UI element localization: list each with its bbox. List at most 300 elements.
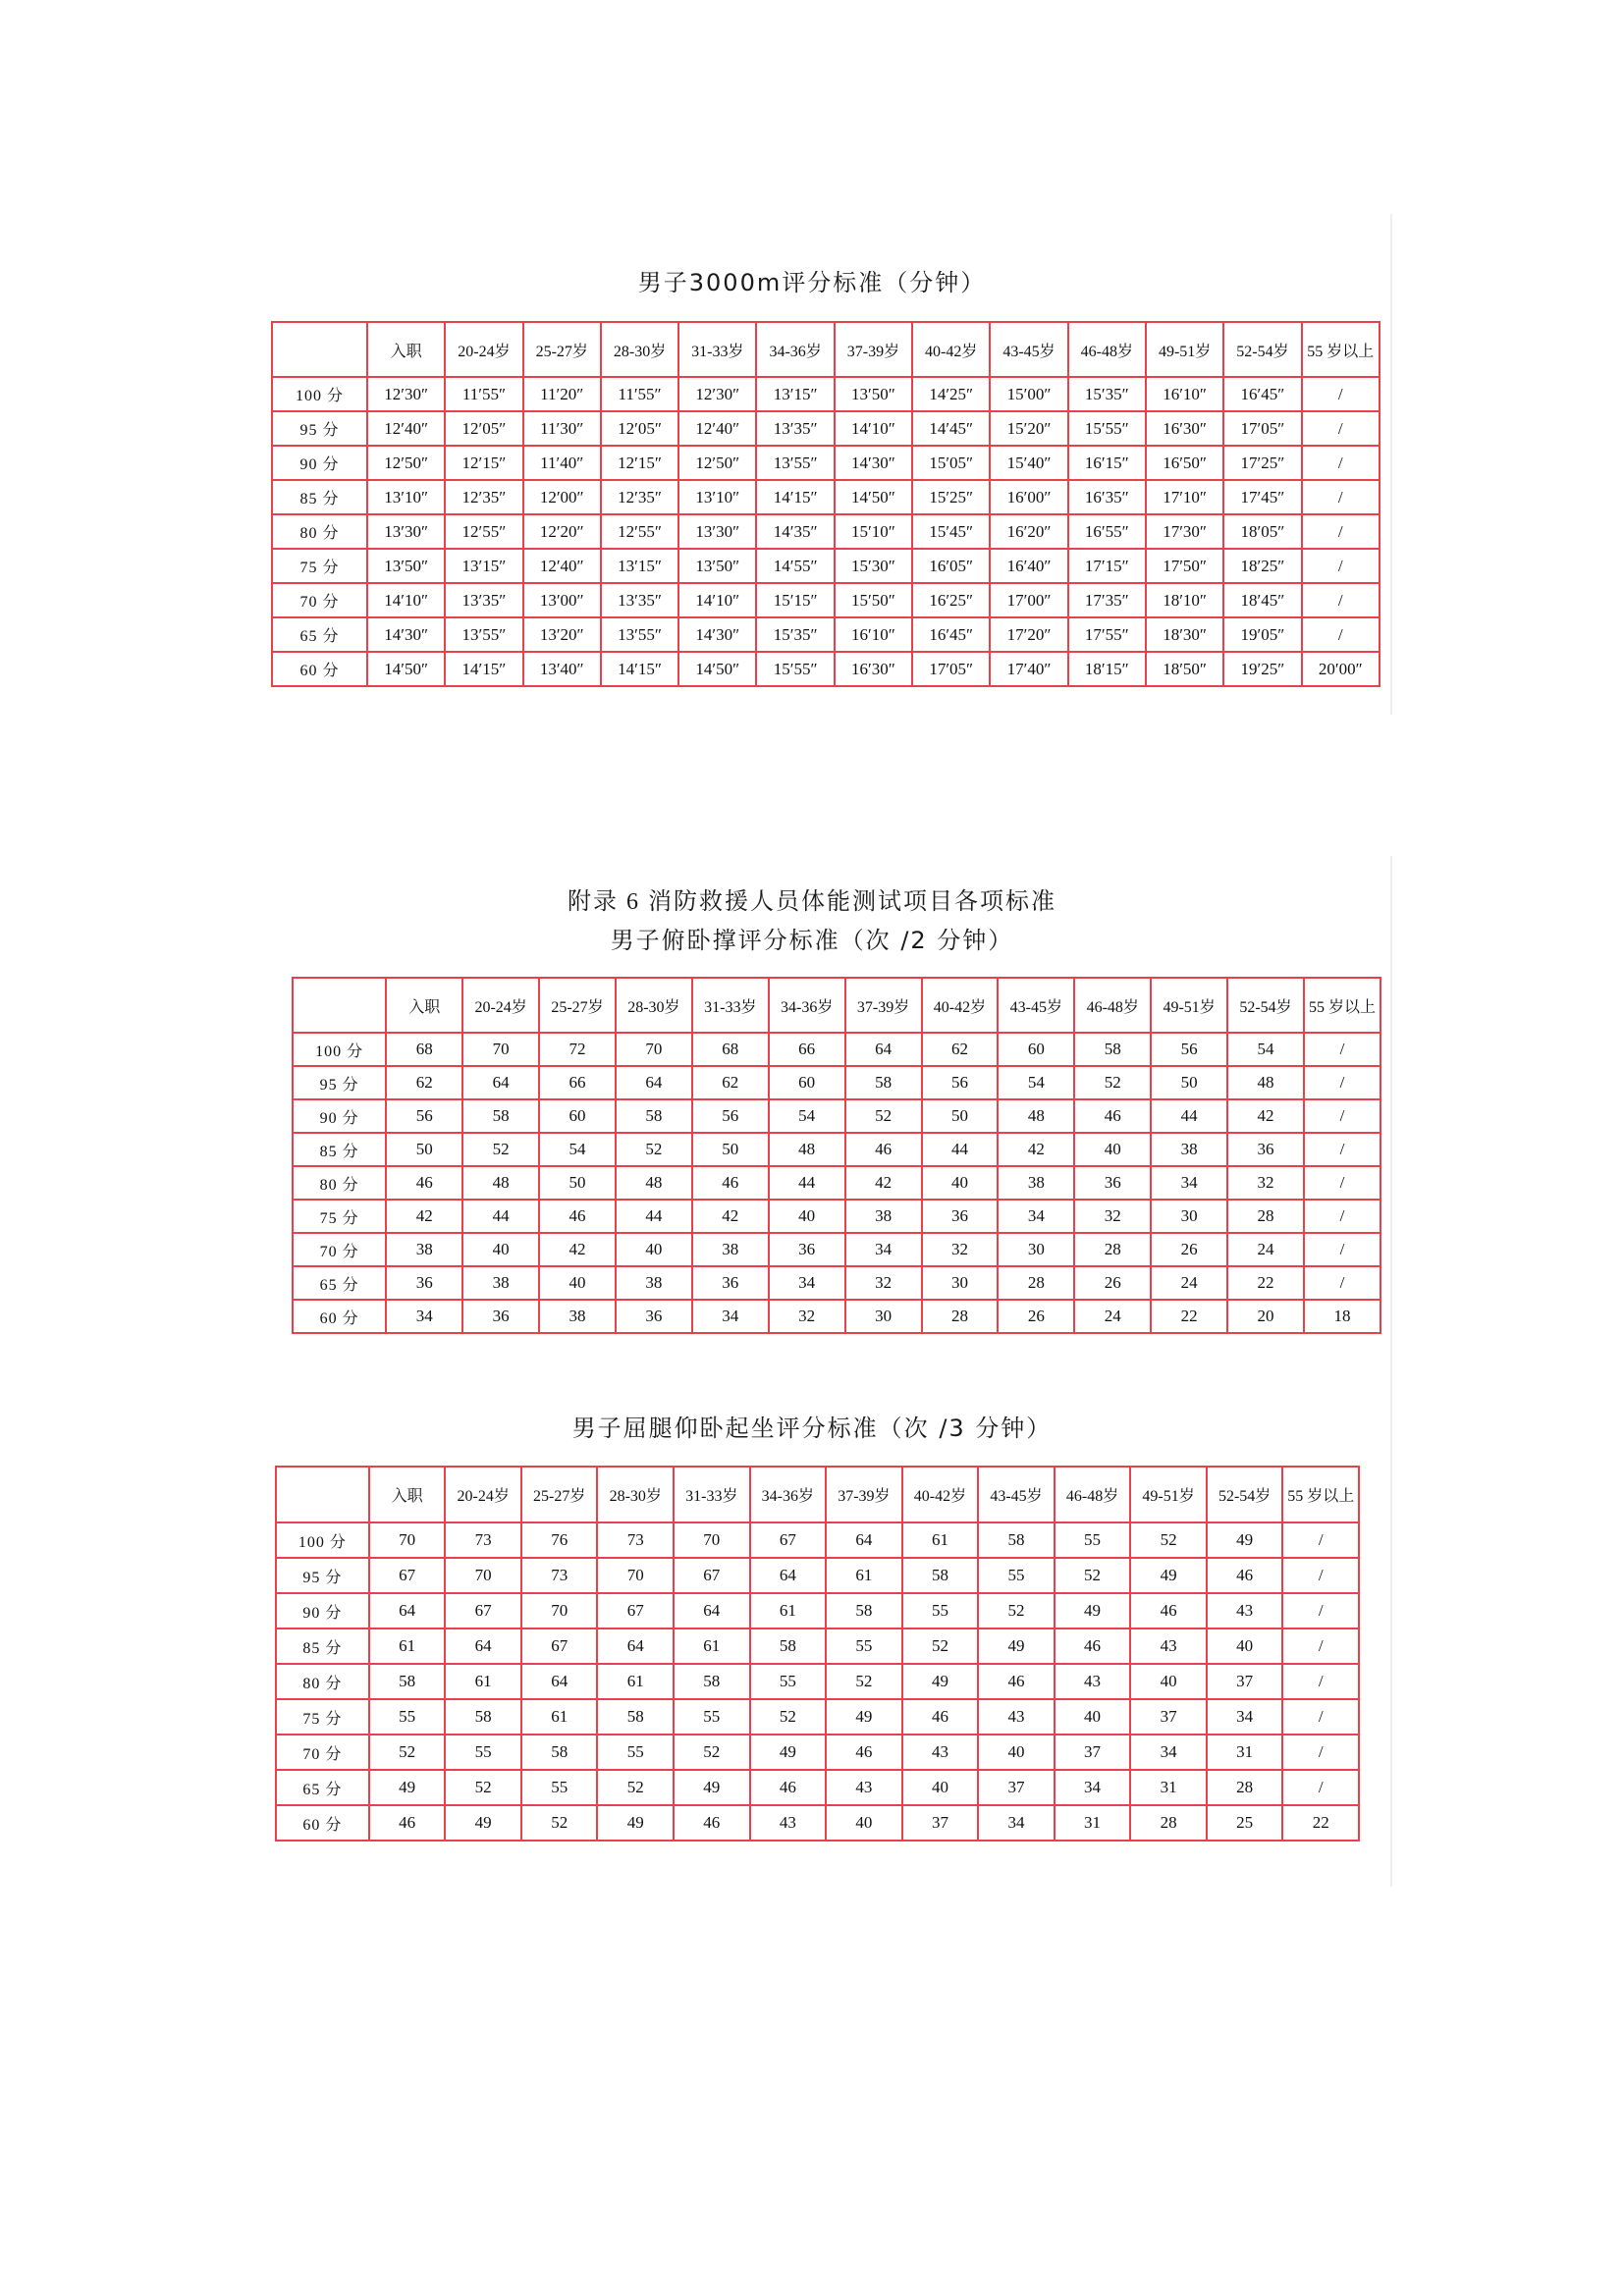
table-cell: 36 [1074,1166,1151,1200]
table-cell: 20 [1227,1300,1304,1333]
table-row [276,1699,1359,1735]
column-header: 43-45岁 [978,1467,1055,1522]
table-cell: 18′25″ [1223,549,1301,583]
table-cell: / [1282,1629,1359,1664]
table-cell: 64 [826,1522,902,1558]
table-cell: 14′45″ [912,411,990,446]
table-cell: 28 [1207,1770,1283,1805]
table-cell: 66 [539,1066,616,1099]
table-cell: 46 [386,1166,462,1200]
table-row [272,514,1380,549]
table-cell: 67 [521,1629,598,1664]
table-row [276,1522,1359,1558]
appendix-title: 附录 6 消防救援人员体能测试项目各项标准 [568,889,1056,915]
corner-cell [272,322,367,377]
column-header: 28-30岁 [597,1467,674,1522]
table-cell: 16′20″ [990,514,1067,549]
table-cell: 15′55″ [756,652,834,686]
table-cell: 61 [826,1558,902,1593]
table-cell: 40 [922,1166,999,1200]
table-cell: 34 [1151,1166,1227,1200]
table-cell: 13′20″ [523,617,601,652]
table-cell: 40 [826,1805,902,1841]
table-cell: 18′10″ [1146,583,1223,617]
table-cell: 46 [826,1735,902,1770]
table-cell: 38 [386,1233,462,1266]
table-cell: 54 [998,1066,1074,1099]
table-cell: 40 [462,1233,539,1266]
table-cell: 12′40″ [678,411,756,446]
table-row [272,583,1380,617]
table-cell: 58 [462,1099,539,1133]
table-cell: 70 [597,1558,674,1593]
table-cell: 28 [1074,1233,1151,1266]
table-cell: 55 [1055,1522,1131,1558]
table-cell: 50 [922,1099,999,1133]
table-cell: 11′55″ [445,377,522,411]
table-cell: 16′10″ [1146,377,1223,411]
table-cell: 15′05″ [912,446,990,480]
score-label: 80 分 [293,1166,386,1200]
score-label: 70 分 [276,1735,369,1770]
table-cell: 13′30″ [678,514,756,549]
table-cell: 43 [750,1805,827,1841]
table-cell: 31 [1130,1770,1207,1805]
table-cell: 58 [369,1664,446,1699]
table-cell: 13′00″ [523,583,601,617]
table-cell: / [1282,1593,1359,1629]
table-cell: 36 [386,1266,462,1300]
table-cell: 70 [445,1558,521,1593]
table-cell: 26 [1074,1266,1151,1300]
table-cell: 55 [750,1664,827,1699]
table-cell: 52 [616,1133,692,1166]
table-cell: 34 [1207,1699,1283,1735]
column-header: 28-30岁 [601,322,678,377]
table-cell: 32 [1074,1200,1151,1233]
table-row [293,1166,1380,1200]
table-cell: 32 [845,1266,922,1300]
table-cell: 37 [978,1770,1055,1805]
table-cell: 58 [616,1099,692,1133]
table-cell: 17′10″ [1146,480,1223,514]
column-header: 40-42岁 [902,1467,979,1522]
table-cell: 58 [826,1593,902,1629]
table-cell: 49 [674,1770,750,1805]
column-header: 31-33岁 [674,1467,750,1522]
table-cell: 13′50″ [835,377,912,411]
score-label: 100 分 [272,377,367,411]
table-cell: 64 [597,1629,674,1664]
table-cell: 42 [1227,1099,1304,1133]
table-cell: 15′55″ [1068,411,1146,446]
table-cell: 12′55″ [445,514,522,549]
table-cell: 12′50″ [367,446,445,480]
score-label: 65 分 [272,617,367,652]
table-row [276,1664,1359,1699]
table2-title: 男子俯卧撑评分标准（次 /2 分钟） [610,927,1014,954]
table-cell: 68 [386,1033,462,1066]
score-label: 100 分 [293,1033,386,1066]
table-cell: 46 [978,1664,1055,1699]
table-cell: 54 [769,1099,845,1133]
table-cell: 67 [597,1593,674,1629]
table-cell: 16′25″ [912,583,990,617]
table-cell: 52 [750,1699,827,1735]
table-cell: 55 [521,1770,598,1805]
table-cell: 46 [1074,1099,1151,1133]
table-cell: 13′10″ [367,480,445,514]
table-cell: 48 [1227,1066,1304,1099]
table-cell: 11′30″ [523,411,601,446]
score-label: 75 分 [276,1699,369,1735]
table-header-row [293,978,1380,1033]
table-cell: 15′35″ [756,617,834,652]
table-cell: 67 [445,1593,521,1629]
table-cell: / [1304,1233,1380,1266]
table-cell: / [1304,1166,1380,1200]
table-cell: 64 [616,1066,692,1099]
column-header: 20-24岁 [445,322,522,377]
table-cell: 34 [1055,1770,1131,1805]
table-cell: 12′35″ [445,480,522,514]
table-cell: 44 [769,1166,845,1200]
table-cell: 58 [1074,1033,1151,1066]
table-cell: 56 [692,1099,769,1133]
score-label: 90 分 [276,1593,369,1629]
table-cell: 55 [978,1558,1055,1593]
table-cell: 28 [1130,1805,1207,1841]
table-cell: / [1304,1266,1380,1300]
table-cell: 18′05″ [1223,514,1301,549]
table-row [293,1066,1380,1099]
table-cell: 43 [902,1735,979,1770]
table-cell: 49 [1207,1522,1283,1558]
table-cell: 67 [750,1522,827,1558]
table-cell: 52 [445,1770,521,1805]
table-cell: 60 [769,1066,845,1099]
column-header: 43-45岁 [990,322,1067,377]
table-cell: 26 [1151,1233,1227,1266]
table-cell: 12′05″ [445,411,522,446]
table-cell: 14′25″ [912,377,990,411]
table-cell: 16′35″ [1068,480,1146,514]
table-cell: 70 [616,1033,692,1066]
table-cell: 40 [1074,1133,1151,1166]
table-cell: 61 [750,1593,827,1629]
score-label: 80 分 [276,1664,369,1699]
table-cell: 55 [597,1735,674,1770]
score-label: 85 分 [272,480,367,514]
table-cell: 25 [1207,1805,1283,1841]
column-header: 入职 [386,978,462,1033]
table-row [293,1033,1380,1066]
table-cell: 46 [674,1805,750,1841]
table-cell: 46 [1207,1558,1283,1593]
table-cell: 11′20″ [523,377,601,411]
table-row [293,1266,1380,1300]
table-cell: 13′15″ [601,549,678,583]
table-cell: 60 [539,1099,616,1133]
table-cell: 17′30″ [1146,514,1223,549]
table-cell: 16′30″ [835,652,912,686]
table-cell: 38 [616,1266,692,1300]
table-cell: 49 [978,1629,1055,1664]
table-cell: 13′15″ [756,377,834,411]
table-cell: 17′40″ [990,652,1067,686]
table-cell: 30 [922,1266,999,1300]
table-cell: 12′50″ [678,446,756,480]
column-header: 34-36岁 [756,322,834,377]
table-cell: 12′05″ [601,411,678,446]
table-cell: 16′15″ [1068,446,1146,480]
table-cell: 38 [462,1266,539,1300]
table-cell: 18′45″ [1223,583,1301,617]
table-cell: 48 [769,1133,845,1166]
table-cell: 17′05″ [1223,411,1301,446]
table-cell: 14′15″ [601,652,678,686]
table-cell: 46 [750,1770,827,1805]
column-header: 55 岁以上 [1304,978,1380,1033]
column-header: 25-27岁 [539,978,616,1033]
table3-title: 男子屈腿仰卧起坐评分标准（次 /3 分钟） [571,1415,1053,1442]
table-cell: 38 [692,1233,769,1266]
table-cell: 46 [1055,1629,1131,1664]
table-cell: 40 [1130,1664,1207,1699]
table-cell: 11′55″ [601,377,678,411]
table-cell: 28 [922,1300,999,1333]
table-cell: 15′25″ [912,480,990,514]
table-cell: 52 [597,1770,674,1805]
table-cell: 70 [462,1033,539,1066]
table-cell: 43 [978,1699,1055,1735]
table-cell: 55 [826,1629,902,1664]
table-cell: 58 [597,1699,674,1735]
table-cell: 34 [1130,1735,1207,1770]
table-cell: 28 [1227,1200,1304,1233]
table-cell: 73 [445,1522,521,1558]
table-cell: 46 [845,1133,922,1166]
table-cell: 55 [445,1735,521,1770]
table-cell: 13′15″ [445,549,522,583]
table3-situp [275,1466,1360,1842]
table-cell: 16′40″ [990,549,1067,583]
column-header: 52-54岁 [1223,322,1301,377]
table-cell: 14′50″ [367,652,445,686]
table-cell: 13′50″ [367,549,445,583]
table-cell: 52 [1074,1066,1151,1099]
table-cell: / [1282,1664,1359,1699]
table-cell: 36 [692,1266,769,1300]
table-cell: / [1282,1522,1359,1558]
table-cell: 52 [674,1735,750,1770]
table-cell: 17′20″ [990,617,1067,652]
table-cell: 62 [386,1066,462,1099]
table-cell: 55 [674,1699,750,1735]
column-header: 34-36岁 [750,1467,827,1522]
table-cell: 52 [902,1629,979,1664]
table-cell: 14′15″ [445,652,522,686]
table-cell: 14′35″ [756,514,834,549]
table-cell: / [1302,411,1380,446]
table-cell: 56 [1151,1033,1227,1066]
table-cell: 14′50″ [678,652,756,686]
table-cell: 52 [1055,1558,1131,1593]
table-cell: 12′00″ [523,480,601,514]
table-cell: 48 [462,1166,539,1200]
column-header: 46-48岁 [1074,978,1151,1033]
table-cell: 14′30″ [367,617,445,652]
table-cell: 16′05″ [912,549,990,583]
table-cell: 40 [902,1770,979,1805]
table-cell: 43 [826,1770,902,1805]
column-header: 37-39岁 [845,978,922,1033]
table-row [293,1300,1380,1333]
table-row [272,446,1380,480]
table-cell: 13′50″ [678,549,756,583]
score-label: 85 分 [293,1133,386,1166]
table-cell: 64 [369,1593,446,1629]
table-cell: 62 [692,1066,769,1099]
table-cell: / [1302,583,1380,617]
column-header: 入职 [367,322,445,377]
table-cell: 15′00″ [990,377,1067,411]
table-cell: 44 [1151,1099,1227,1133]
corner-cell [276,1467,369,1522]
table-cell: 24 [1227,1233,1304,1266]
table-cell: 17′35″ [1068,583,1146,617]
table-cell: 14′55″ [756,549,834,583]
column-header: 43-45岁 [998,978,1074,1033]
column-header: 31-33岁 [692,978,769,1033]
column-header: 37-39岁 [826,1467,902,1522]
table-cell: 30 [998,1233,1074,1266]
table-cell: 12′55″ [601,514,678,549]
table-cell: 22 [1227,1266,1304,1300]
table-cell: 15′50″ [835,583,912,617]
page-edge-line [1390,856,1392,1887]
table-row [276,1558,1359,1593]
table-row [276,1735,1359,1770]
table-cell: 37 [1207,1664,1283,1699]
table-cell: 49 [1055,1593,1131,1629]
column-header: 40-42岁 [922,978,999,1033]
table-cell: 12′15″ [445,446,522,480]
table-cell: 58 [674,1664,750,1699]
table-cell: / [1302,480,1380,514]
table-row [272,377,1380,411]
table-cell: 28 [998,1266,1074,1300]
table-cell: 64 [674,1593,750,1629]
table-cell: 12′40″ [367,411,445,446]
table-cell: 32 [769,1300,845,1333]
column-header: 49-51岁 [1146,322,1223,377]
table-cell: 34 [845,1233,922,1266]
column-header: 25-27岁 [523,322,601,377]
table-row [272,617,1380,652]
table-cell: 12′30″ [678,377,756,411]
table-row [272,411,1380,446]
table-cell: 66 [769,1033,845,1066]
table-cell: 17′45″ [1223,480,1301,514]
table-cell: 48 [998,1099,1074,1133]
table-cell: 68 [692,1033,769,1066]
table-cell: 19′25″ [1223,652,1301,686]
table-cell: 49 [902,1664,979,1699]
score-label: 65 分 [293,1266,386,1300]
column-header: 25-27岁 [521,1467,598,1522]
table-cell: 15′15″ [756,583,834,617]
table-cell: 32 [1227,1166,1304,1200]
column-header: 40-42岁 [912,322,990,377]
table-cell: / [1304,1033,1380,1066]
score-label: 80 分 [272,514,367,549]
table-cell: 12′30″ [367,377,445,411]
column-header: 31-33岁 [678,322,756,377]
table-row [293,1200,1380,1233]
table-cell: / [1304,1200,1380,1233]
table-cell: 46 [369,1805,446,1841]
table-cell: 15′40″ [990,446,1067,480]
table-cell: 16′30″ [1146,411,1223,446]
table-cell: 16′45″ [1223,377,1301,411]
table-cell: 17′15″ [1068,549,1146,583]
table-cell: 62 [922,1033,999,1066]
table-cell: 12′15″ [601,446,678,480]
table-cell: 17′00″ [990,583,1067,617]
table-cell: 72 [539,1033,616,1066]
table-cell: 16′10″ [835,617,912,652]
table-cell: 44 [922,1133,999,1166]
table-cell: 13′30″ [367,514,445,549]
table-cell: 42 [386,1200,462,1233]
column-header: 49-51岁 [1130,1467,1207,1522]
table-cell: 49 [1130,1558,1207,1593]
table-cell: 12′40″ [523,549,601,583]
column-header: 52-54岁 [1227,978,1304,1033]
score-label: 75 分 [293,1200,386,1233]
table-cell: 14′30″ [678,617,756,652]
table-cell: 54 [1227,1033,1304,1066]
table-cell: 61 [369,1629,446,1664]
table-cell: 46 [1130,1593,1207,1629]
table-cell: 12′20″ [523,514,601,549]
table-cell: 42 [998,1133,1074,1166]
table-cell: 61 [521,1699,598,1735]
table-cell: 13′55″ [756,446,834,480]
score-label: 75 分 [272,549,367,583]
table-cell: 24 [1074,1300,1151,1333]
table-row [276,1629,1359,1664]
table-cell: 64 [462,1066,539,1099]
table-cell: 13′35″ [756,411,834,446]
table-cell: 13′10″ [678,480,756,514]
table-cell: 40 [1207,1629,1283,1664]
corner-cell [293,978,386,1033]
column-header: 20-24岁 [445,1467,521,1522]
table-cell: 42 [845,1166,922,1200]
table-cell: 17′05″ [912,652,990,686]
score-label: 100 分 [276,1522,369,1558]
table-cell: 55 [902,1593,979,1629]
table-cell: 49 [369,1770,446,1805]
table-cell: 58 [445,1699,521,1735]
table-cell: 64 [845,1033,922,1066]
table-cell: 22 [1282,1805,1359,1841]
table-cell: 13′55″ [601,617,678,652]
table-cell: 13′40″ [523,652,601,686]
table-cell: 49 [597,1805,674,1841]
